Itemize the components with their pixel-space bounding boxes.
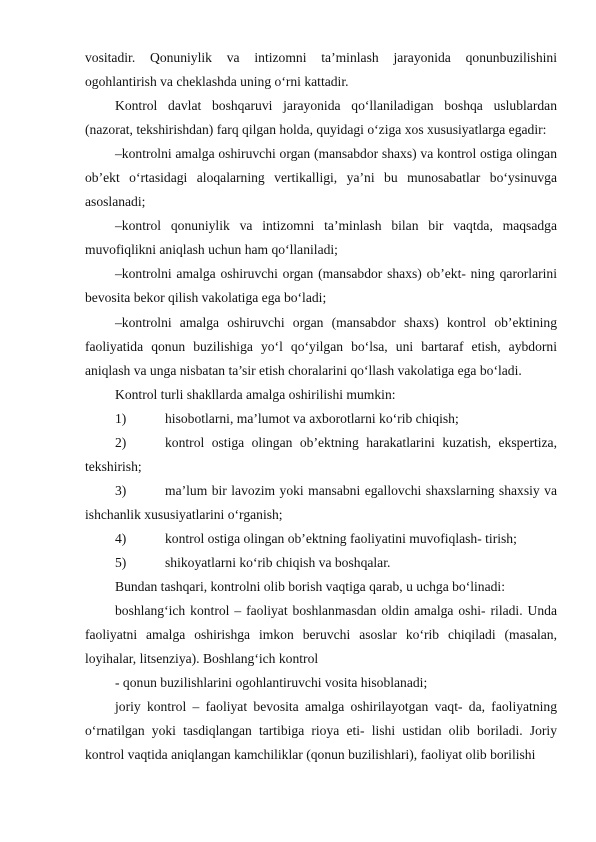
paragraph-feature-expediency: –kontrol qonuniylik va intizomni ta’minlash bilan bir vaqtda, maqsadga muvofiqlikni aniqlash uchun ham qo‘llaniladi; [85, 218, 557, 258]
list-item-text: ma’lum bir lavozim yoki mansabni egallovchi shaxslarning shaxsiy va ishchanlik xususiyatlarini o‘rganish; [85, 482, 557, 522]
list-item [85, 479, 557, 527]
paragraph-current-control: joriy kontrol – faoliyat bevosita amalga oshirilayotgan vaqt- da, faoliyatning o‘rnatilgan yoki tasdiqlangan tartibiga rioya eti- lishi ustidan olib boriladi. Joriy kontrol vaqtida aniqlangan kamchiliklar (qonun buzilishlari), faoliyat olib borilishi [85, 699, 557, 763]
body-text [85, 46, 557, 767]
list-item-number: 3) [115, 482, 127, 498]
list-item-text: kontrol ostiga olingan ob’ektning harakatlarini kuzatish, ekspertiza, tekshirish; [85, 434, 557, 474]
list-item-number: 2) [115, 434, 127, 450]
paragraph-timing-intro: Bundan tashqari, kontrolni olib borish vaqtiga qarab, u uchga bo‘linadi: [115, 579, 505, 595]
list-item-text: kontrol ostiga olingan ob’ektning faoliyatini muvofiqlash- tirish; [165, 530, 517, 546]
paragraph-forms-intro: Kontrol turli shakllarda amalga oshirilishi mumkin: [115, 386, 396, 402]
list-item-text: shikoyatlarni ko‘rib chiqish va boshqalar. [165, 554, 391, 570]
paragraph-feature-measures: –kontrolni amalga oshiruvchi organ (mansabdor shaxs) kontrol ob’ektining faoliyatida qonun buzilishiga yo‘l qo‘yilgan bo‘lsa, uni bartaraf etish, aybdorni aniqlash va unga nisbatan ta’sir etish choralarini qo‘llash vakolatiga ega bo‘ladi. [85, 314, 557, 378]
list-item [85, 431, 557, 479]
list-item-number: 5) [115, 554, 127, 570]
list-item-number: 1) [115, 410, 127, 426]
paragraph-continuation: vositadir. Qonuniylik va intizomni ta’minlash jarayonida qonunbuzilishini ogohlantirish va cheklashda uning o‘rni kattadir. [85, 50, 557, 90]
list-item [85, 407, 557, 431]
paragraph-kontrol-features-intro: Kontrol davlat boshqaruvi jarayonida qo‘llaniladigan boshqa uslublardan (nazorat, tekshirishdan) farq qilgan holda, quyidagi o‘ziga xos xususiyatlarga egadir: [85, 98, 557, 138]
paragraph-feature-vertical: –kontrolni amalga oshiruvchi organ (mansabdor shaxs) va kontrol ostiga olingan ob’ekt o‘rtasidagi aloqalarning vertikalligi, ya’ni bu munosabatlar bo‘ysinuvga asoslanadi; [85, 146, 557, 210]
list-item [85, 551, 557, 575]
list-item-number: 4) [115, 530, 127, 546]
paragraph-initial-control-role: - qonun buzilishlarini ogohlantiruvchi vosita hisoblanadi; [115, 675, 428, 691]
list-item-text: hisobotlarni, ma’lumot va axborotlarni ko‘rib chiqish; [165, 410, 459, 426]
list-item [85, 527, 557, 551]
paragraph-feature-cancel-decisions: –kontrolni amalga oshiruvchi organ (mansabdor shaxs) ob’ekt- ning qarorlarini bevosita bekor qilish vakolatiga ega bo‘ladi; [85, 266, 557, 306]
paragraph-initial-control: boshlang‘ich kontrol – faoliyat boshlanmasdan oldin amalga oshi- riladi. Unda faoliyatni amalga oshirishga imkon beruvchi asoslar ko‘rib chiqiladi (masalan, loyihalar, litsenziya). Boshlang‘ich kontrol [85, 603, 557, 667]
